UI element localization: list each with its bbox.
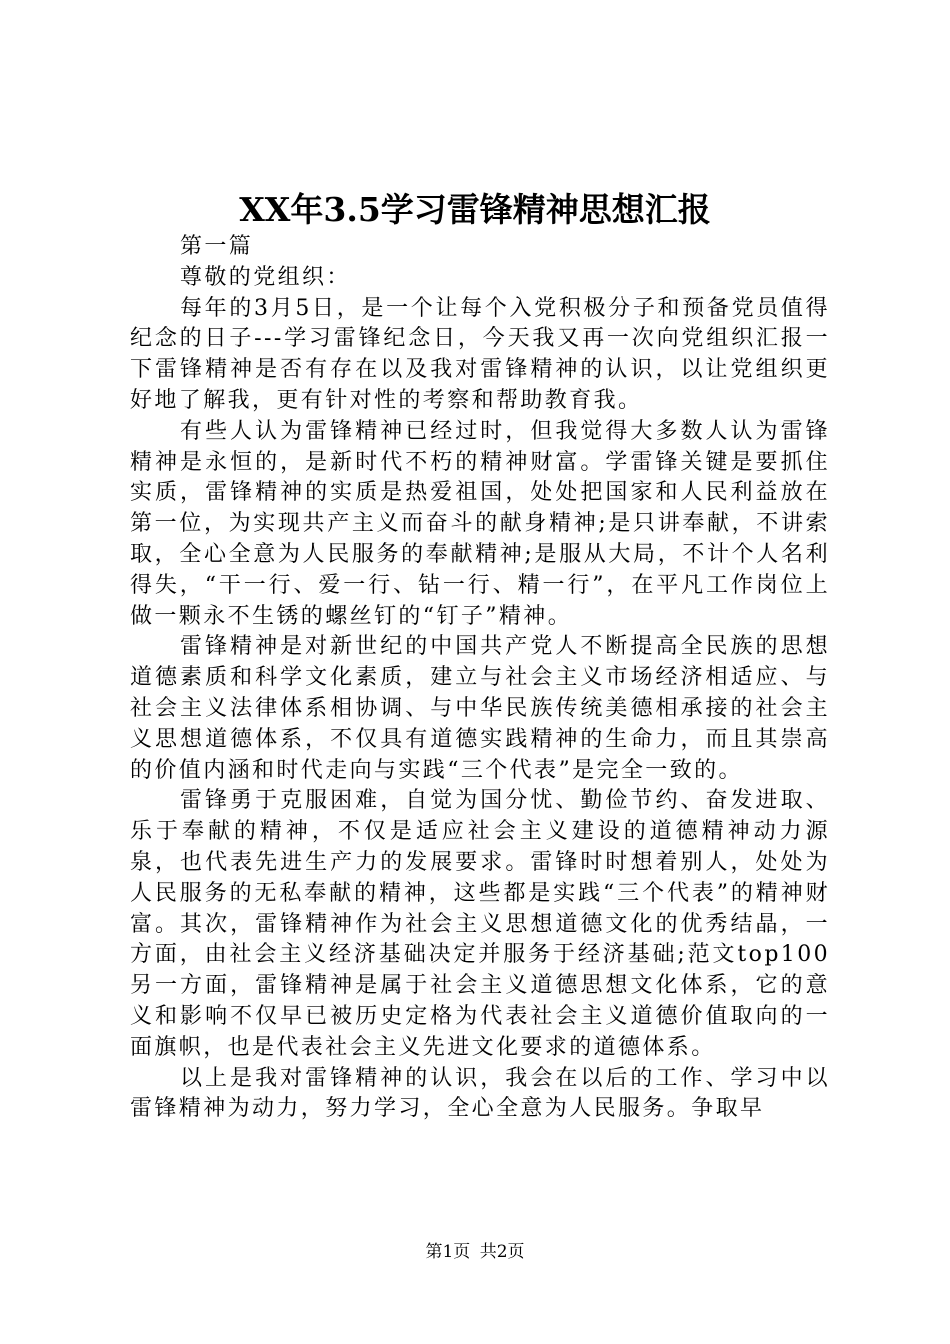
document-title: XX年3.5学习雷锋精神思想汇报 xyxy=(239,190,711,229)
paragraph: 雷锋勇于克服困难，自觉为国分忧、勤俭节约、奋发进取、乐于奉献的精神，不仅是适应社会主义建设的道德精神动力源泉，也代表先进生产力的发展要求。雷锋时时想着别人，处处为人民服务的无私奉献的精神，这些都是实践“三个代表”的精神财富。其次，雷锋精神作为社会主义思想道德文化的优秀结晶，一方面，由社会主义经济基础决定并服务于经济基础;范文top100另一方面，雷锋精神是属于社会主义道德思想文化体系，它的意义和影响不仅早已被历史定格为代表社会主义道德价值取向的一面旗帜，也是代表社会主义先进文化要求的道德体系。 xyxy=(130,788,830,1060)
salutation: 尊敬的党组织： xyxy=(180,264,351,290)
paragraph: 雷锋精神是对新世纪的中国共产党人不断提高全民族的思想道德素质和科学文化素质，建立与社会主义市场经济相适应、与社会主义法律体系相协调、与中华民族传统美德相承接的社会主义思想道德体系，不仅具有道德实践精神的生命力，而且其崇高的价值内涵和时代走向与实践“三个代表”是完全一致的。 xyxy=(130,634,830,783)
page-number: 第1页 xyxy=(425,1242,471,1262)
section-label: 第一篇 xyxy=(180,234,254,259)
paragraph: 有些人认为雷锋精神已经过时，但我觉得大多数人认为雷锋精神是永恒的，是新时代不朽的精神财富。学雷锋关键是要抓住实质，雷锋精神的实质是热爱祖国，处处把国家和人民利益放在第一位，为实现共产主义而奋斗的献身精神;是只讲奉献，不讲索取，全心全意为人民服务的奉献精神;是服从大局，不计个人名利得失，“干一行、爱一行、钻一行、精一行”，在平凡工作岗位上做一颗永不生锈的螺丝钉的“钉子”精神。 xyxy=(130,418,830,629)
paragraph: 每年的3月5日，是一个让每个入党积极分子和预备党员值得纪念的日子---学习雷锋纪念日，今天我又再一次向党组织汇报一下雷锋精神是否有存在以及我对雷锋精神的认识，以让党组织更好地了解我，更有针对性的考察和帮助教育我。 xyxy=(130,295,830,413)
page-footer xyxy=(0,1240,950,1264)
paragraph: 以上是我对雷锋精神的认识，我会在以后的工作、学习中以雷锋精神为动力，努力学习，全心全意为人民服务。争取早 xyxy=(130,1065,830,1122)
document-body xyxy=(130,232,830,1125)
page-total: 共2页 xyxy=(479,1242,525,1262)
